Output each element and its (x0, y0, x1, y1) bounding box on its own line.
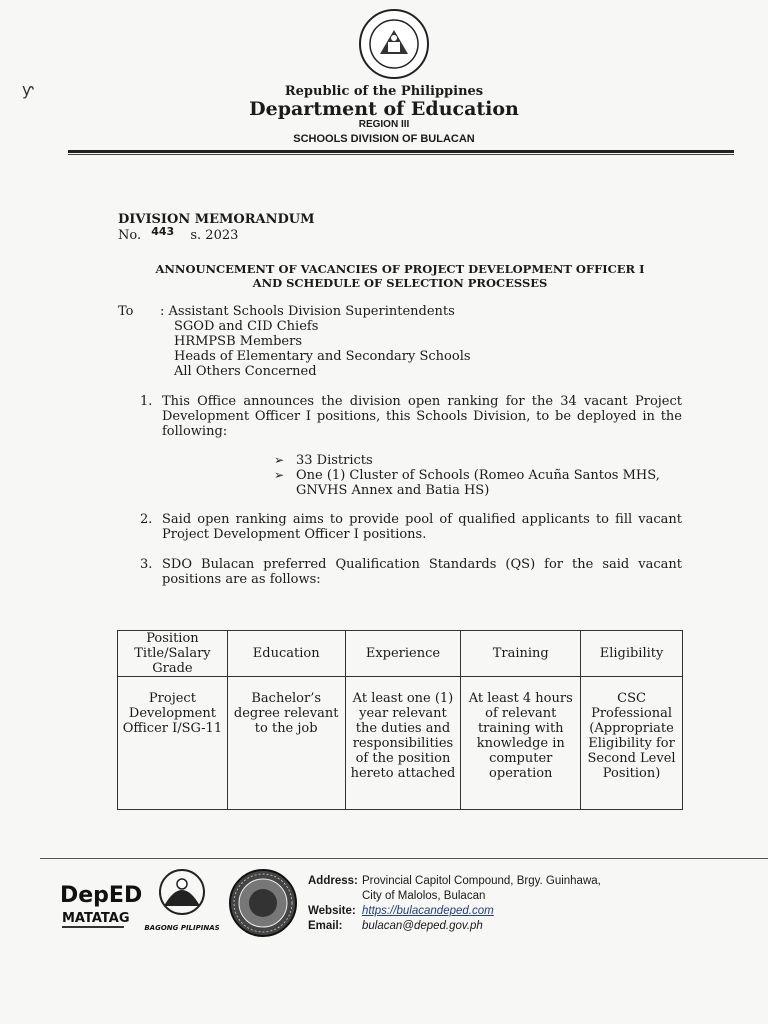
paragraph-number: 3. (140, 557, 153, 572)
deped-matatag-logo (58, 872, 143, 934)
address-row (308, 874, 601, 889)
table-cell: At least 4 hours of relevant training with knowledge in computer operation (461, 677, 581, 810)
bullet-text: 33 Districts (296, 453, 373, 468)
table-cell: Bachelor’s degree relevant to the job (227, 677, 345, 810)
margin-mark: ƴ (22, 80, 34, 99)
recipient-item: SGOD and CID Chiefs (174, 319, 319, 334)
header-rule (68, 150, 734, 153)
memo-number: 443 (151, 225, 175, 238)
matatag-wordmark: MATATAG (62, 911, 130, 926)
recipient-item: All Others Concerned (174, 364, 317, 379)
table-header-cell: Training (461, 631, 581, 677)
recipient-item: HRMPSB Members (174, 334, 303, 349)
arrow-bullet-icon: ➢ (274, 468, 285, 482)
table-row (118, 677, 683, 810)
subject-line-2: AND SCHEDULE OF SELECTION PROCESSES (252, 276, 548, 290)
email-row (308, 919, 601, 934)
bagong-pilipinas-wordmark: BAGONG PILIPINAS (144, 924, 220, 932)
footer-rule (40, 858, 768, 859)
paragraph-2: Said open ranking aims to provide pool of qualified applicants to fill vacant Project Development Officer I positions. (162, 512, 682, 542)
table-cell: CSC Professional (Appropriate Eligibility for Second Level Position) (581, 677, 683, 810)
qualification-standards-table (117, 630, 683, 810)
division-heading: SCHOOLS DIVISION OF BULACAN (293, 133, 475, 145)
recipient-item: Heads of Elementary and Secondary Schools (174, 349, 471, 364)
memo-label: DIVISION MEMORANDUM (118, 212, 315, 227)
bullet-item (274, 453, 684, 468)
paragraph-number: 2. (140, 512, 153, 527)
subject-line-1: ANNOUNCEMENT OF VACANCIES OF PROJECT DEVELOPMENT OFFICER I (155, 262, 645, 276)
memo-no-prefix: No. (118, 228, 142, 243)
republic-heading: Republic of the Philippines (284, 84, 484, 99)
table-header-cell: Position Title/Salary Grade (118, 631, 228, 677)
email-label: Email: (308, 920, 343, 932)
table-header-cell: Eligibility (581, 631, 683, 677)
bagong-pilipinas-logo (140, 866, 224, 934)
address-row-2 (308, 889, 601, 904)
table-cell: At least one (1) year relevant the duties and responsibilities of the position hereto attached (345, 677, 461, 810)
bullet-item (274, 468, 684, 498)
email-address[interactable]: bulacan@deped.gov.ph (362, 920, 483, 932)
address-line-1: Provincial Capitol Compound, Brgy. Guinhawa, (362, 875, 601, 887)
district-bullet-list (274, 453, 684, 498)
recipient-item: : Assistant Schools Division Superintendents (160, 304, 471, 319)
address-label: Address: (308, 875, 358, 887)
memo-number-line (118, 225, 239, 243)
paragraph-1: This Office announces the division open ranking for the 34 vacant Project Development Officer I positions, this Schools Division, to be deployed in the following: (162, 394, 682, 439)
table-cell: Project Development Officer I/SG-11 (118, 677, 228, 810)
paragraph-number: 1. (140, 394, 153, 409)
sdo-bulacan-seal (228, 868, 298, 938)
table-header-cell: Experience (345, 631, 461, 677)
website-row (308, 904, 601, 919)
deped-seal-logo (358, 8, 430, 80)
department-heading: Department of Education (249, 98, 519, 120)
website-link[interactable]: https://bulacandeped.com (362, 905, 494, 917)
memo-subject (100, 262, 700, 290)
region-heading: REGION III (358, 119, 410, 130)
arrow-bullet-icon: ➢ (274, 453, 285, 467)
footer-contact (308, 874, 601, 934)
paragraph-3: SDO Bulacan preferred Qualification Standards (QS) for the said vacant positions are as follows: (162, 557, 682, 587)
to-label: To (118, 304, 134, 319)
address-line-2: City of Malolos, Bulacan (362, 890, 486, 902)
deped-wordmark: DepED (60, 883, 143, 908)
table-header-cell: Education (227, 631, 345, 677)
table-header-row (118, 631, 683, 677)
bullet-text: One (1) Cluster of Schools (Romeo Acuña Santos MHS, GNVHS Annex and Batia HS) (296, 468, 660, 498)
recipient-list (160, 304, 471, 379)
website-label: Website: (308, 905, 356, 917)
header-rule-thin (68, 154, 734, 155)
memo-series: s. 2023 (190, 228, 239, 243)
